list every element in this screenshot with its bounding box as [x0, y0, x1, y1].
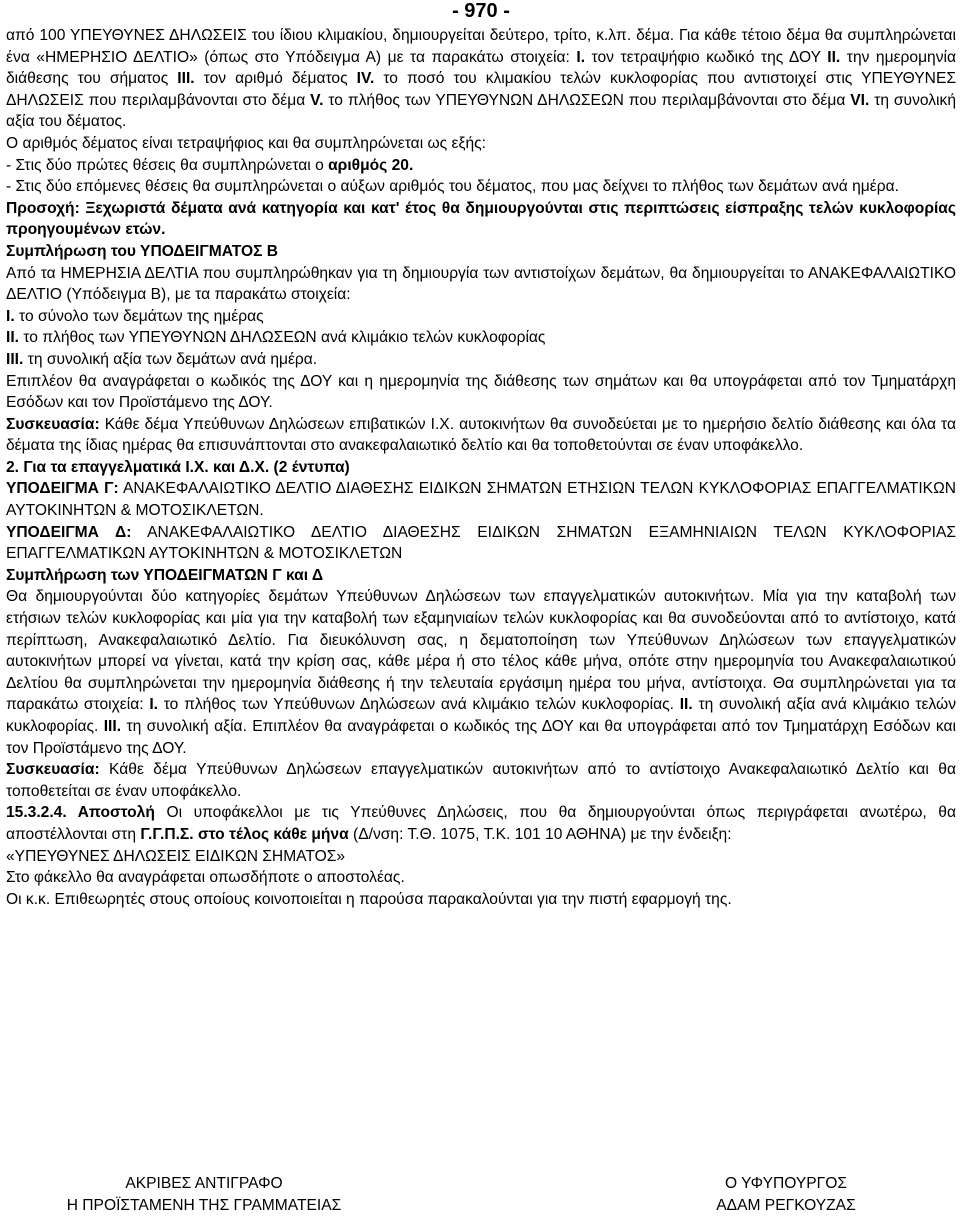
paragraph [6, 889, 956, 911]
text-run: Από τα ΗΜΕΡΗΣΙΑ ΔΕΛΤΙΑ που συμπληρώθηκαν για τη δημιουργία των αντιστοίχων δεμάτων, θα δημιουργείται το ΑΝΑΚΕΦΑΛΑΙΩΤΙΚΟ ΔΕΛΤΙΟ (Υπόδειγμα Β), με τα παρακάτω στοιχεία: [6, 264, 956, 304]
bold-text-run: ΙΙ. [6, 329, 19, 347]
paragraph [6, 522, 956, 565]
text-run: τη συνολική αξία. Επιπλέον θα αναγράφεται ο κωδικός της ΔΟΥ και θα υπογράφεται από τον Τμηματάρχη Εσόδων και τον Προϊστάμενο της ΔΟΥ. [6, 718, 956, 757]
paragraph [6, 478, 956, 521]
text-run: Κάθε δέμα Υπεύθυνων Δηλώσεων επιβατικών Ι.Χ. αυτοκινήτων θα συνοδεύεται με το ημερήσιο δελτίο διάθεσης και όλα τα δέματα της ίδιας ημέρας θα επισυνάπτονται στο ανακεφαλαιωτικό δελτίο και θα τοποθετούνται σε έναν υποφάκελλο. [6, 415, 956, 455]
paragraph [6, 176, 956, 198]
paragraph [6, 263, 956, 306]
paragraph [6, 759, 956, 802]
text-run: τον αριθμό δέματος [194, 70, 357, 88]
bold-text-run: ΥΠΟΔΕΙΓΜΑ Δ: [6, 523, 132, 541]
paragraph [6, 349, 956, 371]
bold-text-run: Ι. [6, 307, 15, 325]
signature-left-line1: ΑΚΡΙΒΕΣ ΑΝΤΙΓΡΑΦΟ [125, 1175, 283, 1192]
text-run: την ημερομηνία διάθεσης του σήματος [6, 48, 957, 88]
paragraph [6, 327, 956, 349]
paragraph [6, 371, 956, 414]
signature-left-line2: Η ΠΡΟΪΣΤΑΜΕΝΗ ΤΗΣ ΓΡΑΜΜΑΤΕΙΑΣ [66, 1196, 342, 1214]
text-run: Οι κ.κ. Επιθεωρητές στους οποίους κοινοποιείται η παρούσα παρακαλούνται για την πιστή εφαρμογή της. [6, 890, 732, 908]
text-run: τον τετραψήφιο κωδικό της ΔΟΥ [585, 48, 828, 66]
text-run: το πλήθος των Υπεύθυνων Δηλώσεων ανά κλιμάκιο τελών κυκλοφορίας. [158, 696, 680, 714]
paragraph [6, 846, 956, 868]
bold-text-run: Γ.Γ.Π.Σ. στο τέλος κάθε μήνα [140, 825, 349, 843]
bold-text-run: Ι. [576, 48, 586, 66]
text-run: ΑΝΑΚΕΦΑΛΑΙΩΤΙΚΟ ΔΕΛΤΙΟ ΔΙΑΘΕΣΗΣ ΕΙΔΙΚΩΝ ΣΗΜΑΤΩΝ ΕΞΑΜΗΝΙΑΙΩΝ ΤΕΛΩΝ ΚΥΚΛΟΦΟΡΙΑΣ ΕΠΑΓΓΕΛΜΑΤΙΚΩΝ ΑΥΤΟΚΙΝΗΤΩΝ & ΜΟΤΟΣΙΚΛΕΤΩΝ [6, 523, 957, 563]
text-run: Κάθε δέμα Υπεύθυνων Δηλώσεων επαγγελματικών αυτοκινήτων από το αντίστοιχο Ανακεφαλαιωτικό Δελτίο και θα τοποθετείται σε έναν υποφάκελλο. [6, 761, 956, 800]
bold-text-run: ΙΙ. [827, 48, 841, 66]
paragraph [6, 457, 956, 479]
text-run: το πλήθος των ΥΠΕΥΘΥΝΩΝ ΔΗΛΩΣΕΩΝ ανά κλιμάκιο τελών κυκλοφορίας [19, 329, 546, 347]
text-run: (Δ/νση: Τ.Θ. 1075, Τ.Κ. 101 10 ΑΘΗΝΑ) με την ένδειξη: [348, 825, 732, 843]
paragraph [6, 306, 956, 328]
text-run: Θα δημιουργούνται δύο κατηγορίες δεμάτων Υπεύθυνων Δηλώσεων των επαγγελματικών αυτοκινήτων. Μία για την καταβολή των ετήσιων τελών κυκλοφορίας και μία για την καταβολή των εξαμηνιαίων τελών κυκλοφορίας και θα συνοδεύονται από το αντίστοιχο, κατά περίπτωση, Ανακεφαλαιωτικό Δελτίο. Για διευκόλυνση σας, η δεματοποίηση των Υπεύθυνων Δηλώσεων των επαγγελματικών αυτοκινήτων μπορεί να γίνεται, κατά την κρίση σας, κάθε μέρα ή στο τέλος κάθε μήνα, οπότε στην ημερομηνία του Ανακεφαλαιωτικού Δελτίου θα συμπληρώνεται την ημερομηνία διάθεσης ή την τελευταία εργάσιμη ημέρα του μήνα, αντίστοιχα. Θα συμπληρώνεται για τα παρακάτω στοιχεία: [6, 588, 956, 714]
bold-text-run: Ι. [149, 696, 158, 714]
text-run: τη συνολική αξία των δεμάτων ανά ημέρα. [23, 350, 318, 368]
paragraph [6, 586, 956, 759]
bold-text-run: ΥΠΟΔΕΙΓΜΑ Γ: [6, 480, 119, 498]
paragraph [6, 25, 956, 133]
paragraph [6, 802, 956, 845]
signature-right [651, 1173, 921, 1216]
signature-right-line2: ΑΔΑΜ ΡΕΓΚΟΥΖΑΣ [716, 1196, 856, 1214]
bold-text-run: V. [310, 91, 324, 109]
signature-left [34, 1173, 374, 1216]
bold-text-run: Συσκευασία: [6, 761, 100, 779]
bold-text-run: Συμπλήρωση των ΥΠΟΔΕΙΓΜΑΤΩΝ Γ και Δ [6, 566, 324, 584]
text-run: το ποσό του κλιμακίου τελών κυκλοφορίας που αντιστοιχεί στις ΥΠΕΥΘΥΝΕΣ ΔΗΛΩΣΕΙΣ που περιλαμβάνονται στο δέμα [6, 70, 956, 109]
bold-text-run: ΙV. [356, 70, 375, 88]
text-run: το σύνολο των δεμάτων της ημέρας [14, 307, 264, 325]
paragraph [6, 241, 956, 263]
text-run: Οι υποφάκελλοι με τις Υπεύθυνες Δηλώσεις, που θα δημιουργούνται όπως περιγράφεται ανωτέρω, θα αποστέλλονται στη [6, 804, 956, 843]
text-run: από 100 ΥΠΕΥΘΥΝΕΣ ΔΗΛΩΣΕΙΣ του ίδιου κλιμακίου, δημιουργείται δεύτερο, τρίτο, κ.λπ. δέμα. Για κάθε τέτοιο δέμα θα συμπληρώνεται ένα «ΗΜΕΡΗΣΙΟ ΔΕΛΤΙΟ» (όπως στο Υπόδειγμα Α) με τα παρακάτω στοιχεία: [6, 27, 956, 66]
paragraph [6, 198, 956, 241]
bold-text-run: 15.3.2.4. Αποστολή [6, 804, 155, 822]
text-run: το πλήθος των ΥΠΕΥΘΥΝΩΝ ΔΗΛΩΣΕΩΝ που περιλαμβάνονται στο δέμα [323, 91, 851, 109]
bold-text-run: Συσκευασία: [6, 415, 100, 433]
text-run: ΑΝΑΚΕΦΑΛΑΙΩΤΙΚΟ ΔΕΛΤΙΟ ΔΙΑΘΕΣΗΣ ΕΙΔΙΚΩΝ ΣΗΜΑΤΩΝ ΕΤΗΣΙΩΝ ΤΕΛΩΝ ΚΥΚΛΟΦΟΡΙΑΣ ΕΠΑΓΓΕΛΜΑΤΙΚΩΝ ΑΥΤΟΚΙΝΗΤΩΝ & ΜΟΤΟΣΙΚΛΕΤΩΝ. [6, 480, 956, 520]
paragraph [6, 155, 956, 177]
paragraph [6, 414, 956, 457]
text-run: - Στις δύο πρώτες θέσεις θα συμπληρώνεται ο [6, 156, 329, 174]
text-run: τη συνολική αξία ανά κλιμάκιο τελών κυκλοφορίας. [6, 696, 956, 735]
bold-text-run: αριθμός 20. [328, 156, 414, 174]
paragraph [6, 565, 956, 587]
paragraph [6, 133, 956, 155]
bold-text-run: ΙΙΙ. [103, 718, 122, 735]
bold-text-run: Συμπλήρωση του ΥΠΟΔΕΙΓΜΑΤΟΣ Β [6, 242, 279, 260]
bold-text-run: ΙΙ. [679, 696, 693, 714]
bold-text-run: ΙΙΙ. [6, 350, 24, 368]
text-run: Επιπλέον θα αναγράφεται ο κωδικός της ΔΟΥ και η ημερομηνία της διάθεσης των σημάτων και θα υπογράφεται από τον Τμηματάρχη Εσόδων και τον Προϊστάμενο της ΔΟΥ. [6, 372, 956, 412]
bold-text-run: VI. [850, 91, 870, 109]
bold-text-run: Προσοχή: Ξεχωριστά δέματα ανά κατηγορία και κατ' έτος θα δημιουργούνται στις περιπτώσεις είσπραξης τελών κυκλοφορίας προηγουμένων ετών. [6, 199, 956, 239]
document-page [6, 0, 957, 1214]
document-body [6, 25, 956, 910]
text-run: «ΥΠΕΥΘΥΝΕΣ ΔΗΛΩΣΕΙΣ ΕΙΔΙΚΩΝ ΣΗΜΑΤΟΣ» [6, 847, 346, 865]
text-run: Στο φάκελλο θα αναγράφεται οπωσδήποτε ο αποστολέας. [6, 869, 405, 887]
page-number: - 970 - [452, 0, 510, 22]
paragraph [6, 867, 956, 889]
text-run: τη συνολική αξία του δέματος. [6, 91, 956, 131]
text-run: - Στις δύο επόμενες θέσεις θα συμπληρώνεται ο αύξων αριθμός του δέματος, που μας δείχνει το πλήθος των δεμάτων ανά ημέρα. [6, 178, 899, 196]
text-run: Ο αριθμός δέματος είναι τετραψήφιος και θα συμπληρώνεται ως εξής: [6, 134, 486, 152]
bold-text-run: ΙΙΙ. [177, 70, 195, 88]
bold-text-run: 2. Για τα επαγγελματικά Ι.Χ. και Δ.Χ. (2 έντυπα) [6, 458, 350, 476]
signature-right-line1: Ο ΥΦΥΠΟΥΡΓΟΣ [724, 1175, 848, 1192]
